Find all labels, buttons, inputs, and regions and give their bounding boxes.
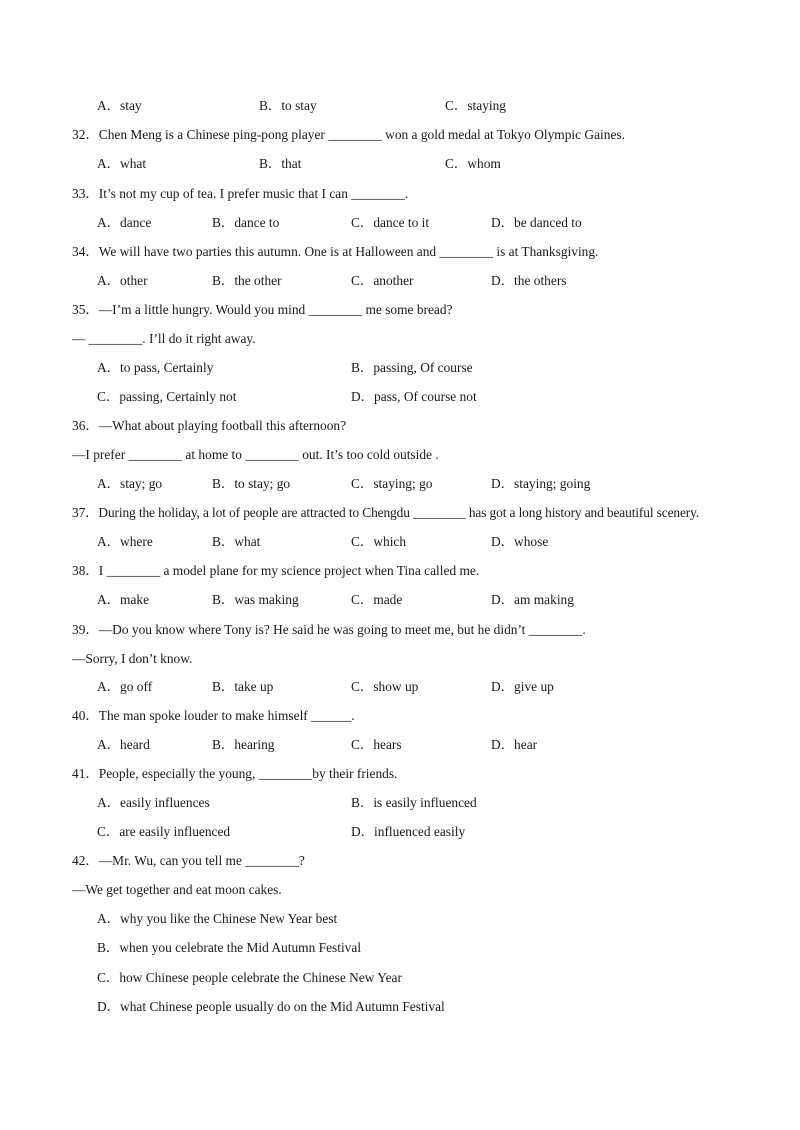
q41-stem: 41．People, especially the young, ________by their friends. [72,766,398,781]
q34-option-a: A．other [97,273,148,288]
q36-stem: 36．—What about playing football this afternoon? [72,418,347,433]
q34-option-b: B．the other [212,273,282,288]
q35-option-c: C．passing, Certainly not [97,389,237,404]
q39-stem: 39．—Do you know where Tony is? He said he was going to meet me, but he didn’t ________. [72,622,586,637]
q40-option-d: D．hear [491,737,538,752]
q42-response: —We get together and eat moon cakes. [72,882,282,897]
q42-option-a: A．why you like the Chinese New Year best [97,911,338,926]
q32-stem: 32．Chen Meng is a Chinese ping-pong player ________ won a gold medal at Tokyo Olympic Gaines. [72,127,625,142]
q37-stem: 37．During the holiday, a lot of people are attracted to Chengdu ________ has got a long history and beautiful scenery. [72,505,700,520]
q35-response: — ________. I’ll do it right away. [72,331,256,346]
q39-option-d: D．give up [491,679,554,694]
q39-option-b: B．take up [212,679,274,694]
q31-option-b: B．to stay [259,98,317,113]
q33-option-d: D．be danced to [491,215,582,230]
q32-option-c: C．whom [445,156,501,171]
q36-option-a: A．stay; go [97,476,163,491]
q42-option-c: C．how Chinese people celebrate the Chinese New Year [97,970,402,985]
q34-option-c: C．another [351,273,414,288]
q39-option-a: A．go off [97,679,153,694]
q36-option-c: C．staying; go [351,476,433,491]
q37-option-c: C．which [351,534,407,549]
q42-stem: 42．—Mr. Wu, can you tell me ________? [72,853,305,868]
q40-option-b: B．hearing [212,737,275,752]
q38-option-a: A．make [97,592,150,607]
q37-option-d: D．whose [491,534,549,549]
q33-option-a: A．dance [97,215,152,230]
q35-option-b: B．passing, Of course [351,360,473,375]
q39-option-c: C．show up [351,679,419,694]
q40-option-c: C．hears [351,737,402,752]
q41-option-b: B．is easily influenced [351,795,477,810]
q35-stem: 35．—I’m a little hungry. Would you mind ________ me some bread? [72,302,453,317]
q32-option-b: B．that [259,156,302,171]
q31-option-c: C．staying [445,98,507,113]
q37-option-a: A．where [97,534,153,549]
q33-stem: 33．It’s not my cup of tea. I prefer music that I can ________. [72,186,409,201]
q41-option-d: D．influenced easily [351,824,466,839]
q33-option-b: B．dance to [212,215,280,230]
q42-option-d: D．what Chinese people usually do on the Mid Autumn Festival [97,999,445,1014]
q35-option-d: D．pass, Of course not [351,389,477,404]
q38-option-b: B．was making [212,592,299,607]
q34-stem: 34．We will have two parties this autumn. One is at Halloween and ________ is at Thanksgiving. [72,244,599,259]
q37-option-b: B．what [212,534,261,549]
q32-option-a: A．what [97,156,147,171]
q39-response: —Sorry, I don’t know. [72,651,193,666]
q38-option-c: C．made [351,592,403,607]
q41-option-a: A．easily influences [97,795,210,810]
q35-option-a: A．to pass, Certainly [97,360,214,375]
q40-option-a: A．heard [97,737,150,752]
q36-option-b: B．to stay; go [212,476,291,491]
q36-response: —I prefer ________ at home to ________ out. It’s too cold outside . [72,447,439,462]
q38-option-d: D．am making [491,592,574,607]
q34-option-d: D．the others [491,273,567,288]
q36-option-d: D．staying; going [491,476,591,491]
q33-option-c: C．dance to it [351,215,430,230]
q40-stem: 40．The man spoke louder to make himself ______. [72,708,355,723]
q38-stem: 38．I ________ a model plane for my science project when Tina called me. [72,563,480,578]
q42-option-b: B．when you celebrate the Mid Autumn Festival [97,940,362,955]
q31-option-a: A．stay [97,98,142,113]
q41-option-c: C．are easily influenced [97,824,231,839]
